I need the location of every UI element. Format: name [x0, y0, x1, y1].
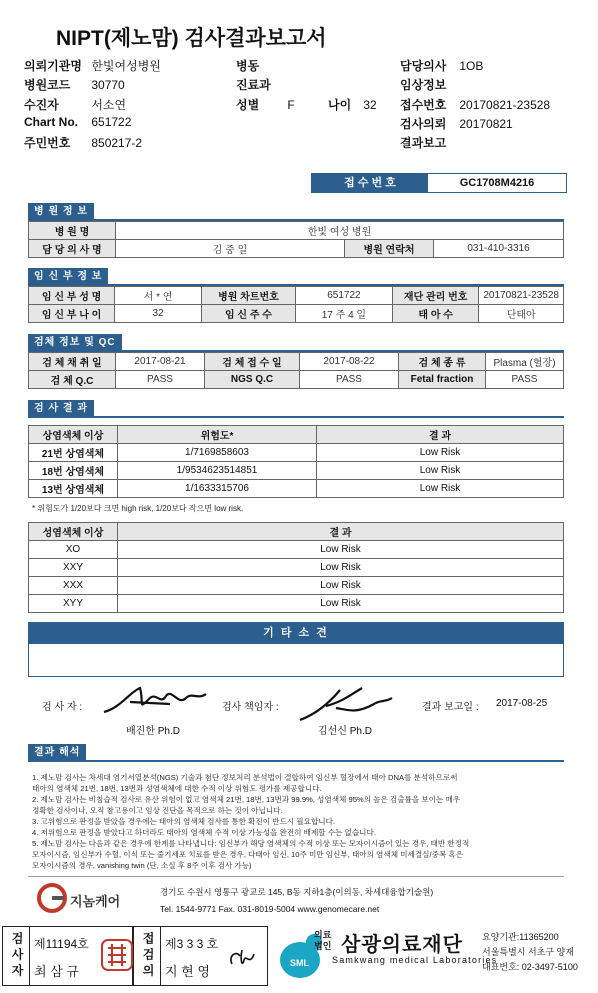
auto-header-risk: 위험도* — [118, 426, 317, 444]
ngs-label: NGS Q.C — [205, 371, 300, 389]
company-contact: Tel. 1544-9771 Fax. 031-8019-5004 www.genomecare.net — [160, 904, 380, 914]
autosome-table — [28, 425, 564, 498]
hospital-table — [28, 221, 564, 258]
risk-result: Low Risk — [317, 480, 564, 498]
doctor-name: 김 중 일 — [116, 240, 345, 258]
sex-result: Low Risk — [118, 541, 564, 559]
examiner-stamp-name: 최 삼 규 — [34, 964, 79, 979]
patient-name: 서 * 연 — [115, 287, 202, 305]
other-findings-body — [28, 644, 564, 677]
footer-divider — [28, 876, 564, 877]
mgmt-label: 재단 관리 번호 — [392, 287, 478, 305]
hospital-name-label: 병 원 명 — [29, 222, 116, 240]
mgmt-number: 20170821-23528 — [479, 287, 564, 305]
red-seal-icon — [100, 938, 134, 972]
table-row — [29, 541, 564, 559]
specimen-type: Plasma (혈장) — [486, 353, 564, 371]
foundation-english: Samkwang medical Laboratories — [332, 955, 498, 965]
fetus-count: 단태아 — [479, 305, 564, 323]
sex-result: Low Risk — [118, 577, 564, 595]
sex-header-name: 성염색체 이상 — [29, 523, 118, 541]
interpretation-line: 1. 제노맘 검사는 차세대 염기서열분석(NGS) 기술과 첨단 정보처리 분석법이 결합하여 임신부 혈장에서 태아 DNA를 분석하므로써 — [32, 773, 458, 782]
field-institution: 의뢰기관명 한빛여성병원 — [24, 59, 161, 73]
auto-header-name: 상염색체 이상 — [29, 426, 118, 444]
report-date-label: 결과 보고일 : — [422, 702, 479, 713]
section-results: 검 사 결 과 — [28, 400, 94, 417]
foundation-info-line: 요양기관:11365200 — [482, 932, 559, 942]
interpretation-line: 4. 저위험으로 판정을 받았다고 하더라도 태아의 염색체 수적 이상 가능성을 완전히 배제할 수는 없습니다. — [32, 828, 376, 837]
ngs-value: PASS — [300, 371, 399, 389]
report-date: 2017-08-25 — [496, 698, 548, 709]
chart-number: 651722 — [295, 287, 392, 305]
table-row — [29, 444, 564, 462]
interpretation-line: 태아의 염색체 21번, 18번, 13번과 성염색체에 대한 수적 이상 위험도 평가를 제공합니다. — [32, 784, 322, 793]
field-result-report: 결과보고 — [400, 136, 447, 150]
section-patient: 임 신 부 정 보 — [28, 268, 108, 285]
sex-chromosome-name: XO — [29, 541, 118, 559]
interpretation-line: 5. 제노맘 검사는 다음과 같은 경우에 한계를 나타냅니다: 임신부가 해당 염색체의 수적 이상 또는 모자이시즘이 있는 경우, 태반 한정적 — [32, 839, 470, 848]
field-doctor: 담당의사 1OB — [400, 59, 484, 73]
doctor-label: 담 당 의 사 명 — [29, 240, 116, 258]
genomecare-logo-icon — [36, 882, 68, 914]
foundation-info-line: 대표번호: 02-3497-5100 — [482, 962, 578, 972]
section-rule — [28, 760, 564, 762]
hospital-name: 한빛 여성 병원 — [116, 222, 564, 240]
field-ward: 병동 — [236, 59, 260, 73]
manager-signature — [296, 684, 396, 724]
specimen-table — [28, 352, 564, 389]
chromosome-name: 21번 상염색체 — [29, 444, 118, 462]
foundation-info-line: 서울특별시 서초구 양재 — [482, 947, 574, 957]
sex-header-result: 결 과 — [118, 523, 564, 541]
receipt-number: GC1708M4216 — [459, 177, 535, 189]
company-logo-text: 지놈케어 — [70, 894, 121, 909]
risk-result: Low Risk — [317, 462, 564, 480]
confirm-signature — [226, 946, 260, 972]
table-row — [29, 480, 564, 498]
examiner-label: 검 사 자 : — [42, 702, 83, 713]
interpretation-line: 모자이시즘, 임신부가 수혈, 이식 또는 줄기세포 치료를 받은 경우, 다태아 임신, 10주 미만 임신부, 태아의 염색체 미세결실/중복 혹은 — [32, 850, 464, 859]
sex-chromosome-name: XYY — [29, 595, 118, 613]
collect-date: 2017-08-21 — [116, 353, 205, 371]
sex-chromosome-table — [28, 522, 564, 613]
patient-table — [28, 286, 564, 323]
sex-result: Low Risk — [118, 595, 564, 613]
type-label: 검 체 종 류 — [399, 353, 486, 371]
company-address: 경기도 수원시 영통구 광교로 145, B동 지하1층(이의동, 차세대융합기술원) — [160, 887, 434, 897]
field-resident-no: 주민번호 850217-2 — [24, 136, 143, 150]
chromosome-name: 13번 상염색체 — [29, 480, 118, 498]
section-rule — [28, 416, 564, 418]
field-receipt-no: 접수번호 20170821-23528 — [400, 98, 551, 112]
chromosome-name: 18번 상염색체 — [29, 462, 118, 480]
interpretation-line: 2. 제노맘 검사는 비침습적 검사로 유산 위험이 없고 염색체 21번, 18번, 13번과 99.9%, 성염색체 95%의 높은 검출률을 보이는 매우 — [32, 795, 461, 804]
risk-value: 1/9534623514851 — [118, 462, 317, 480]
chart-label: 병원 차트번호 — [202, 287, 296, 305]
field-clinical-info: 임상정보 — [400, 78, 447, 92]
qc-label: 검 체 Q.C — [29, 371, 116, 389]
interpretation-line: 3. 고위험으로 판정을 받았을 경우에는 태아의 염색체 검사를 통한 확진이 반드시 필요합니다. — [32, 817, 336, 826]
confirm-stamp-name: 지 현 영 — [165, 964, 210, 979]
sex-chromosome-name: XXX — [29, 577, 118, 595]
confirm-stamp-label: 접검의 — [133, 926, 161, 986]
fetus-label: 태 아 수 — [392, 305, 478, 323]
section-hospital: 병 원 정 보 — [28, 203, 94, 220]
patient-age: 32 — [115, 305, 202, 323]
manager-label: 검사 책임자 : — [222, 702, 279, 713]
manager-name: 김선신 Ph.D — [318, 726, 372, 737]
field-department: 진료과 — [236, 78, 271, 92]
ff-value: PASS — [486, 371, 564, 389]
contact-label: 병원 연락처 — [345, 240, 434, 258]
confirm-license: 제3 3 3 호 — [165, 937, 219, 951]
field-hospital-code: 병원코드 30770 — [24, 78, 125, 92]
examiner-license: 제11194호 — [34, 937, 89, 951]
collect-label: 검 체 채 취 일 — [29, 353, 116, 371]
field-chart-no: Chart No. 651722 — [24, 115, 132, 129]
weeks-label: 임 신 주 수 — [202, 305, 296, 323]
field-sex: 성별 F — [236, 98, 295, 112]
receive-label: 검 체 접 수 일 — [205, 353, 300, 371]
section-interpretation: 결과 해석 — [28, 744, 86, 761]
examiner-name: 배진한 Ph.D — [126, 726, 180, 737]
field-request-date: 검사의뢰 20170821 — [400, 117, 513, 131]
field-age: 나이 32 — [328, 98, 377, 112]
foundation-prefix: 의료법인 — [314, 930, 332, 951]
section-specimen: 검체 정보 및 QC — [28, 334, 122, 351]
gestation-weeks: 17 주 4 일 — [295, 305, 392, 323]
receipt-box — [311, 173, 567, 193]
table-row — [29, 577, 564, 595]
examiner-signature — [100, 682, 210, 718]
field-patient: 수진자 서소연 — [24, 98, 127, 112]
ff-label: Fetal fraction — [399, 371, 486, 389]
table-row — [29, 595, 564, 613]
examiner-stamp-label: 검사자 — [2, 926, 30, 986]
interpretation-text — [32, 772, 572, 871]
receive-date: 2017-08-22 — [300, 353, 399, 371]
risk-footnote: * 위험도가 1/20보다 크면 high risk, 1/20보다 작으면 low risk. — [32, 504, 244, 513]
interpretation-line: 모자이시즘의 경우, vanishing twin (단, 소실 후 8주 이후 검사 가능) — [32, 861, 252, 870]
report-title: NIPT(제노맘) 검사결과보고서 — [56, 27, 327, 50]
table-row — [29, 462, 564, 480]
interpretation-line: 정확한 검사이나, 오직 참고용이고 임상 진단을 목적으로 하는 것이 아닙니다. — [32, 806, 283, 815]
qc-value: PASS — [116, 371, 205, 389]
receipt-label: 접 수 번 호 — [312, 174, 428, 192]
foundation-info — [482, 930, 578, 975]
other-findings-title: 기 타 소 견 — [28, 622, 564, 644]
age-label: 임 신 부 나 이 — [29, 305, 115, 323]
table-row — [29, 559, 564, 577]
patient-name-label: 임 신 부 성 명 — [29, 287, 115, 305]
contact-number: 031-410-3316 — [434, 240, 564, 258]
sml-logo-text: SML — [290, 958, 309, 968]
risk-result: Low Risk — [317, 444, 564, 462]
risk-value: 1/7169858603 — [118, 444, 317, 462]
auto-header-result: 결 과 — [317, 426, 564, 444]
foundation-name: 삼광의료재단 — [341, 934, 463, 956]
risk-value: 1/1633315706 — [118, 480, 317, 498]
sex-chromosome-name: XXY — [29, 559, 118, 577]
sex-result: Low Risk — [118, 559, 564, 577]
